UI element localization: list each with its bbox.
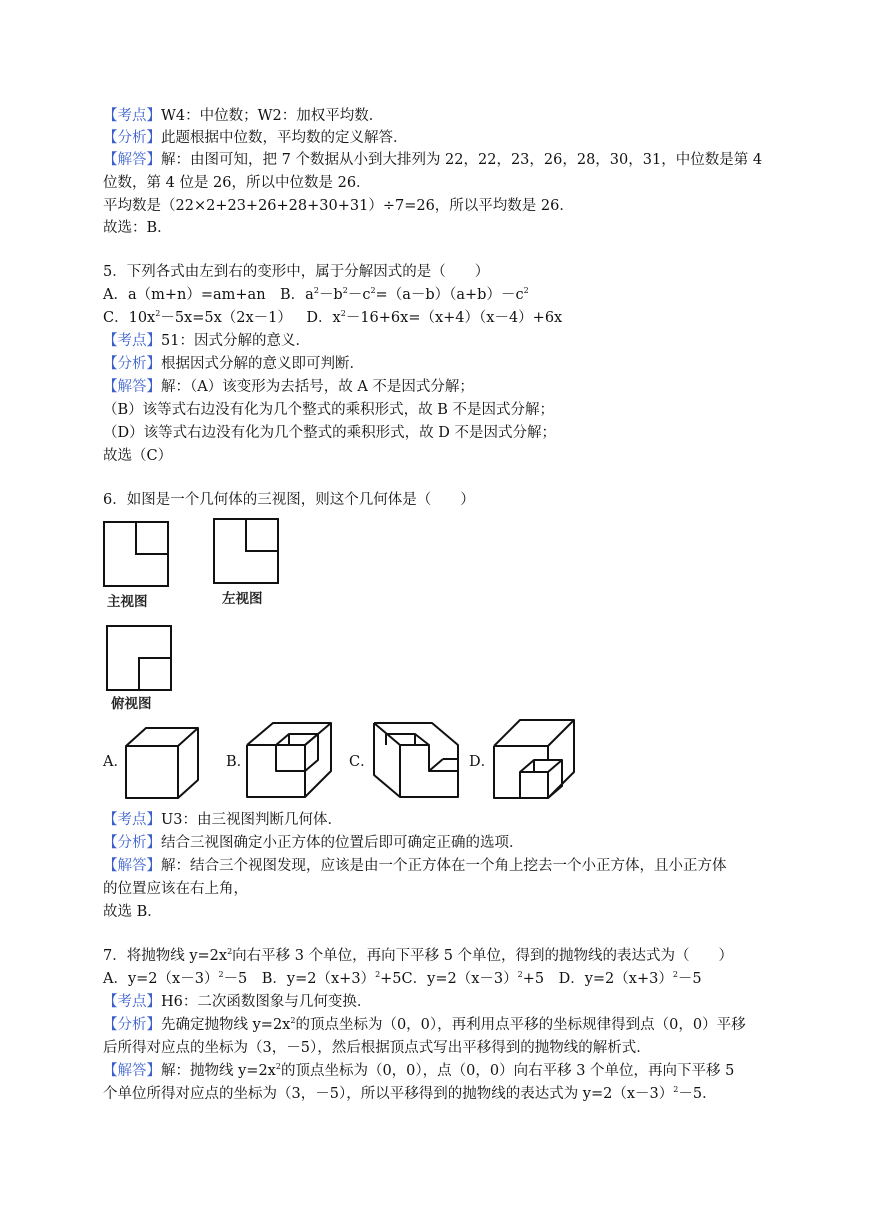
q6-option-d-solid	[492, 718, 578, 800]
top-view-figure	[106, 625, 172, 691]
q6-answer-line: 故选 B．	[103, 904, 162, 920]
q5-jieda-line-2: （B）该等式右边没有化为几个整式的乘积形式，故 B 不是因式分解；	[103, 402, 555, 418]
left-view-caption: 左视图	[222, 591, 263, 607]
q5-answer-line: 故选（C）	[103, 448, 173, 464]
q5-option-d: D．$x^2-16+6x=(x+4)(x-4)+6x$	[306, 309, 563, 326]
q4-jieda-text-1: 解：由图可知，把 7 个数据从小到大排列为 22，22，23，26，28，30，31，中位数是第 4	[161, 152, 763, 168]
fenxi-tag: 【分析】	[103, 356, 161, 372]
jieda-tag: 【解答】	[103, 379, 161, 395]
q6-option-b-solid	[245, 721, 333, 801]
jieda-tag: 【解答】	[103, 1063, 161, 1079]
q5-jieda-text-1: 解：（A）该变形为去括号，故 A 不是因式分解；	[161, 379, 474, 395]
q5-options-ab	[103, 285, 529, 305]
q4-jieda-line-2: 位数，第 4 位是 26，所以中位数是 26．	[103, 175, 371, 191]
q6-option-a-label: A．	[103, 754, 128, 770]
kaodian-tag: 【考点】	[103, 812, 161, 828]
jieda-tag: 【解答】	[103, 858, 161, 874]
q5-stem: 5．下列各式由左到右的变形中，属于分解因式的是（ ）	[103, 264, 490, 280]
q4-jieda-line-3: 平均数是（22×2+23+26+28+30+31）÷7=26，所以平均数是 26．	[103, 198, 574, 214]
kaodian-tag: 【考点】	[103, 994, 161, 1010]
q7-stem: 7．将抛物线 $y=2x^2$向右平移 3 个单位，再向下平移 5 个单位，得到的抛物线的表达式为（ ）	[103, 947, 734, 964]
q4-jieda-line	[103, 150, 762, 170]
q4-fenxi-text: 此题根据中位数，平均数的定义解答．	[161, 130, 408, 146]
q6-option-d-label: D．	[469, 754, 496, 770]
q5-kaodian-text: 51：因式分解的意义．	[161, 333, 310, 349]
q6-kaodian-line	[103, 810, 342, 830]
fenxi-tag: 【分析】	[103, 1017, 161, 1033]
q5-fenxi-line	[103, 354, 364, 374]
q5-fenxi-text: 根据因式分解的意义即可判断．	[161, 356, 364, 372]
kaodian-tag: 【考点】	[103, 108, 161, 124]
q7-fenxi-line-2: 后所得对应点的坐标为（3，－5），然后根据顶点式写出平移得到的抛物线的解析式．	[103, 1040, 651, 1056]
q6-jieda-line-2: 的位置应该在右上角，	[103, 881, 248, 897]
fenxi-tag: 【分析】	[103, 835, 161, 851]
q7-kaodian-line	[103, 992, 371, 1012]
q7-fenxi-line: 【分析】先确定抛物线 $y=2x^2$的顶点坐标为（0，0），再利用点平移的坐标规律得到点（0，0）平移	[103, 1016, 746, 1033]
front-view-figure	[103, 521, 169, 587]
q5-kaodian-line	[103, 331, 310, 351]
q6-fenxi-text: 结合三视图确定小正方体的位置后即可确定正确的选项．	[161, 835, 524, 851]
q4-kaodian-line	[103, 106, 383, 126]
q5-option-c: C．$10x^2-5x=5x(2x-1)$	[103, 309, 292, 326]
jieda-tag: 【解答】	[103, 152, 161, 168]
q7-option-b: B．$y=2(x+3)^2+5$	[261, 970, 402, 987]
q6-option-c-solid	[372, 721, 460, 801]
q5-option-b: B．$a^2-b^2-c^2=(a-b)(a+b)-c^2$	[280, 286, 529, 303]
front-view-caption: 主视图	[107, 594, 148, 610]
q6-jieda-text-1: 解：结合三个视图发现，应该是由一个正方体在一个角上挖去一个小正方体，且小正方体	[161, 858, 727, 874]
q7-option-c: C．$y=2(x-3)^2+5$	[401, 970, 545, 987]
q6-fenxi-line	[103, 833, 524, 853]
q5-options-cd	[103, 308, 562, 328]
top-view-caption: 俯视图	[111, 696, 152, 712]
q6-option-c-label: C．	[349, 754, 375, 770]
q7-jieda-line-2: 个单位所得对应点的坐标为（3，－5），所以平移得到的抛物线的表达式为 $y=2(x-3)^2-5$．	[103, 1085, 717, 1102]
q4-fenxi-line	[103, 128, 408, 148]
q6-option-a-cube	[124, 726, 204, 802]
q6-option-b-label: B．	[226, 754, 252, 770]
q7-jieda-line: 【解答】解：抛物线 $y=2x^2$的顶点坐标为（0，0），点（0，0）向右平移 3 个单位，再向下平移 5	[103, 1062, 735, 1079]
q6-kaodian-text: U3：由三视图判断几何体．	[161, 812, 342, 828]
fenxi-tag: 【分析】	[103, 130, 161, 146]
q7-kaodian-text: H6：二次函数图象与几何变换．	[161, 994, 372, 1010]
q4-kaodian-text: W4：中位数；W2：加权平均数．	[161, 108, 384, 124]
q5-jieda-line	[103, 377, 474, 397]
q4-answer-line: 故选：B．	[103, 220, 172, 236]
q6-stem: 6．如图是一个几何体的三视图，则这个几何体是（ ）	[103, 492, 475, 508]
q7-option-a: A．$y=2(x-3)^2-5$	[103, 970, 248, 987]
q6-jieda-line	[103, 856, 727, 876]
left-view-figure	[213, 518, 279, 584]
q7-option-d: D．$y=2(x+3)^2-5$	[558, 970, 702, 987]
q5-jieda-line-3: （D）该等式右边没有化为几个整式的乘积形式，故 D 不是因式分解；	[103, 425, 556, 441]
q7-options	[103, 969, 702, 989]
q5-option-a: A．a（m+n）=am+an	[103, 287, 266, 303]
kaodian-tag: 【考点】	[103, 333, 161, 349]
